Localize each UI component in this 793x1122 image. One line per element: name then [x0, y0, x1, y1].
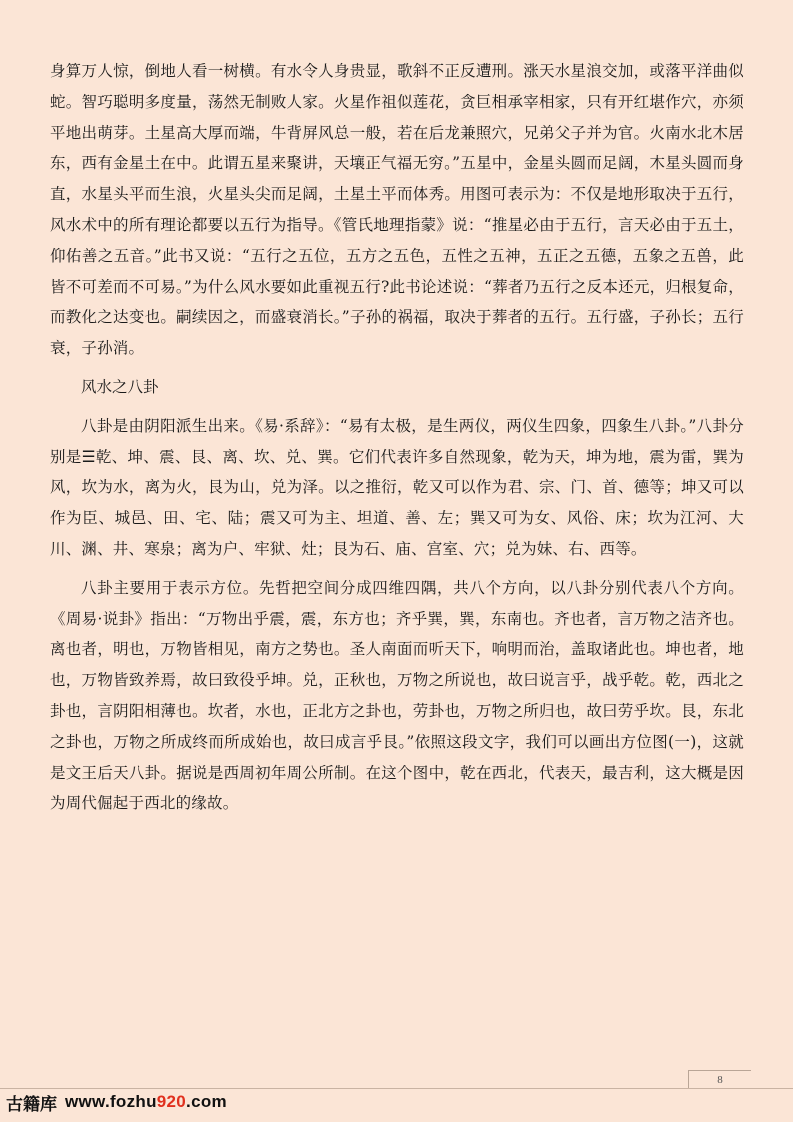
watermark-site: [65, 1092, 227, 1112]
paragraph-eight-trigrams: 八卦是由阴阳派生出来。《易·系辞》：“易有太极，是生两仪，两仪生四象，四象生八卦。”八卦分别是☰乾、坤、震、艮、离、坎、兑、巽。它们代表许多自然现象，乾为天，坤为地，震为雷，巽为风，坎为水，离为火，艮为山，兑为泽。以之推衍，乾又可以作为君、宗、门、首、德等；坤又可以作为臣、城邑、田、宅、陆；震又可为主、坦道、善、左；巽又可为女、风俗、床；坎为江河、大川、渊、井、寒泉；离为户、牢狱、灶；艮为石、庙、宫室、穴；兑为妹、右、西等。: [50, 416, 744, 558]
section-heading: 风水之八卦: [81, 377, 159, 396]
watermark-site-suffix: .com: [186, 1092, 227, 1111]
page-number: 8: [688, 1070, 751, 1089]
footer-divider: [0, 1088, 793, 1089]
spacer: [50, 364, 744, 372]
spacer: [50, 565, 744, 573]
watermark-site-prefix: www.fozhu: [65, 1092, 157, 1111]
paragraph-five-stars: 身算万人惊，倒地人看一树横。有水令人身贵显，歌斜不正反遭刑。涨天水星浪交加，或落平洋曲似蛇。智巧聪明多度量，荡然无制败人家。火星作祖似莲花，贪巨相承宰相家，只有开红堪作穴，亦须平地出萌芽。土星高大厚而端，牛背屏风总一般，若在后龙兼照穴，兄弟父子并为官。火南水北木居东，西有金星土在中。此谓五星来聚讲，天壤正气福无穷。”五星中，金星头圆而足阔，木星头圆而身直，水星头平而生浪，火星头尖而足阔，土星土平而体秀。用图可表示为：不仅是地形取决于五行，风水术中的所有理论都要以五行为指导。《管氏地理指蒙》说：“推星必由于五行，言天必由于五土，仰佑善之五音。”此书又说：“五行之五位，五方之五色，五性之五神，五正之五德，五象之五兽，此皆不可差而不可易。”为什么风水要如此重视五行?此书论述说：“葬者乃五行之反本还元，归根复命，而教化之达变也。嗣续因之，而盛衰消长。”子孙的祸福，取决于葬者的五行。五行盛，子孙长；五行衰，子孙消。: [50, 62, 744, 358]
paragraph-directions: 八卦主要用于表示方位。先哲把空间分成四维四隅，共八个方向，以八卦分别代表八个方向。《周易·说卦》指出：“万物出乎震，震，东方也；齐乎巽，巽，东南也。齐也者，言万物之洁齐也。离也者，明也，万物皆相见，南方之势也。圣人南面而听天下，响明而治，盖取诸此也。坤也者，地也，万物皆致养焉，故曰致役乎坤。兑，正秋也，万物之所说也，故曰说言乎，战乎乾。乾，西北之卦也，言阴阳相薄也。坎者，水也，正北方之卦也，劳卦也，万物之所归也，故曰劳乎坎。艮，东北之卦也，万物之所成终而所成始也，故曰成言乎艮。”依照这段文字，我们可以画出方位图(一)，这就是文王后天八卦。据说是西周初年周公所制。在这个图中，乾在西北，代表天，最吉利，这大概是因为周代倔起于西北的缘故。: [50, 578, 744, 813]
spacer: [50, 403, 744, 411]
watermark: [6, 1090, 227, 1114]
watermark-name: 古籍库: [6, 1094, 57, 1114]
page-body: [50, 56, 744, 819]
watermark-site-number: 920: [156, 1092, 187, 1111]
